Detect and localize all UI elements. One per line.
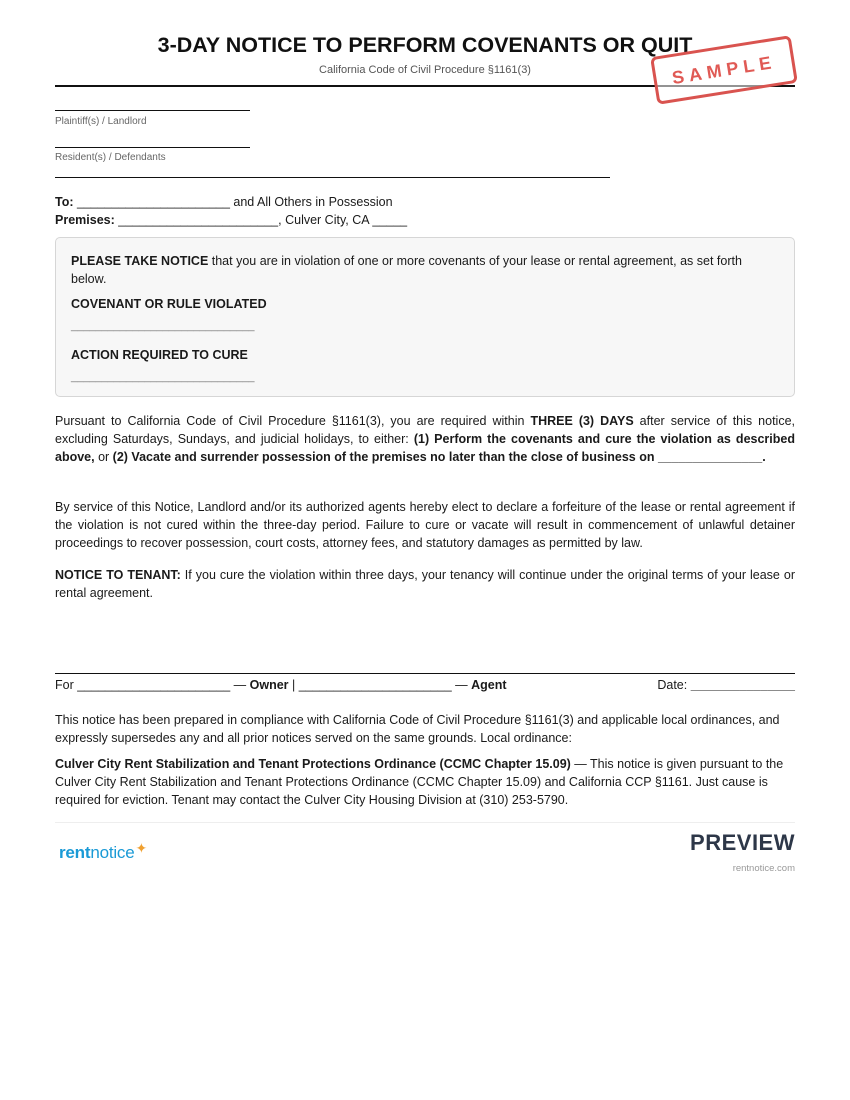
document-subtitle: California Code of Civil Procedure §1161(3) xyxy=(319,64,531,76)
ordinance-paragraph xyxy=(55,755,795,809)
owner-label: Owner xyxy=(249,678,289,692)
premises-label: Premises: xyxy=(55,213,115,227)
to-blank: ______________________ xyxy=(73,195,234,209)
preview-label: PREVIEW xyxy=(690,830,795,855)
plaintiff-label: Plaintiff(s) / Landlord xyxy=(55,116,147,127)
compliance-paragraph: This notice has been prepared in compliance with California Code of Civil Procedure §1161(3) and applicable local ordinances, and expressly supersedes any and all prior notices served on the same grounds. Local ordinance: xyxy=(55,713,780,745)
sparkle-icon: ✦ xyxy=(135,840,148,856)
footer-divider xyxy=(55,822,795,823)
covenant-heading: COVENANT OR RULE VIOLATED xyxy=(71,297,267,311)
cure-paragraph xyxy=(55,412,795,466)
action-heading: ACTION REQUIRED TO CURE xyxy=(71,348,248,362)
notice-intro xyxy=(71,252,779,288)
agent-label: Agent xyxy=(471,678,507,692)
tenant-notice-label: NOTICE TO TENANT: xyxy=(55,568,181,582)
cure-days: THREE (3) DAYS xyxy=(530,414,634,428)
notice-box xyxy=(55,237,795,397)
notice-intro-text: that you are in violation of one or more covenants of your lease or rental agreement, as set forth below. xyxy=(71,254,742,286)
premises-blank: _______________________ xyxy=(114,213,279,227)
action-blank: ______________________________ xyxy=(71,371,255,383)
date-label: Date: xyxy=(657,678,691,692)
signature-divider xyxy=(55,673,795,674)
premises-line xyxy=(55,213,407,227)
signature-separator: | ______________________ — xyxy=(288,678,472,692)
plaintiff-line xyxy=(55,110,250,111)
sample-stamp: SAMPLE xyxy=(650,35,798,105)
document-title: 3-DAY NOTICE TO PERFORM COVENANTS OR QUIT xyxy=(157,33,693,57)
logo-rent: rent xyxy=(59,843,91,862)
cure-option-1: (1) Perform the covenants and cure the violation as described above, xyxy=(55,432,795,464)
cure-option-2: (2) Vacate and surrender possession of the premises no later than the close of business on _______________. xyxy=(112,450,766,464)
rentnotice-logo xyxy=(59,840,148,863)
cure-text-a: Pursuant to California Code of Civil Procedure §1161(3), you are required within xyxy=(55,414,531,428)
to-label: To: xyxy=(55,195,74,209)
resident-line xyxy=(55,147,250,148)
to-suffix: and All Others in Possession xyxy=(233,195,393,209)
logo-notice: notice xyxy=(90,843,135,862)
cure-text-e: or xyxy=(94,450,113,464)
for-label: For ______________________ — xyxy=(55,678,250,692)
forfeiture-paragraph: By service of this Notice, Landlord and/or its authorized agents hereby elect to declare a forfeiture of the lease or rental agreement if the violation is not cured within the three-day period. Failure to cure or vacate will result in commencement of unlawful detainer proceedings to recover possession, court costs, attorney fees, and statutory damages as permitted by law. xyxy=(55,500,795,550)
tenant-notice-paragraph xyxy=(55,566,795,602)
cure-text-c: after service of this notice, excluding Saturdays, Sundays, and judicial holidays, to either: xyxy=(55,414,795,446)
to-line xyxy=(55,195,393,209)
site-url: rentnotice.com xyxy=(732,863,795,874)
ordinance-text: — This notice is given pursuant to the Culver City Rent Stabilization and Tenant Protections Ordinance (CCMC Chapter 15.09) and California CCP §1161. Just cause is required for eviction. Tenant may contact the Culver City Housing Division at (310) 253-5790. xyxy=(55,757,784,807)
notice-intro-bold: PLEASE TAKE NOTICE xyxy=(71,254,209,268)
date-field xyxy=(657,678,795,692)
tenant-notice-text: If you cure the violation within three days, your tenancy will continue under the original terms of your lease or rental agreement. xyxy=(55,568,795,600)
ordinance-title: Culver City Rent Stabilization and Tenant Protections Ordinance (CCMC Chapter 15.09) xyxy=(55,757,571,771)
resident-label: Resident(s) / Defendants xyxy=(55,152,166,163)
premises-suffix: , Culver City, CA _____ xyxy=(278,213,408,227)
date-blank: _______________ xyxy=(690,678,795,692)
covenant-blank: ______________________________ xyxy=(71,320,255,332)
caption-divider xyxy=(55,177,610,178)
signature-row xyxy=(55,678,795,692)
